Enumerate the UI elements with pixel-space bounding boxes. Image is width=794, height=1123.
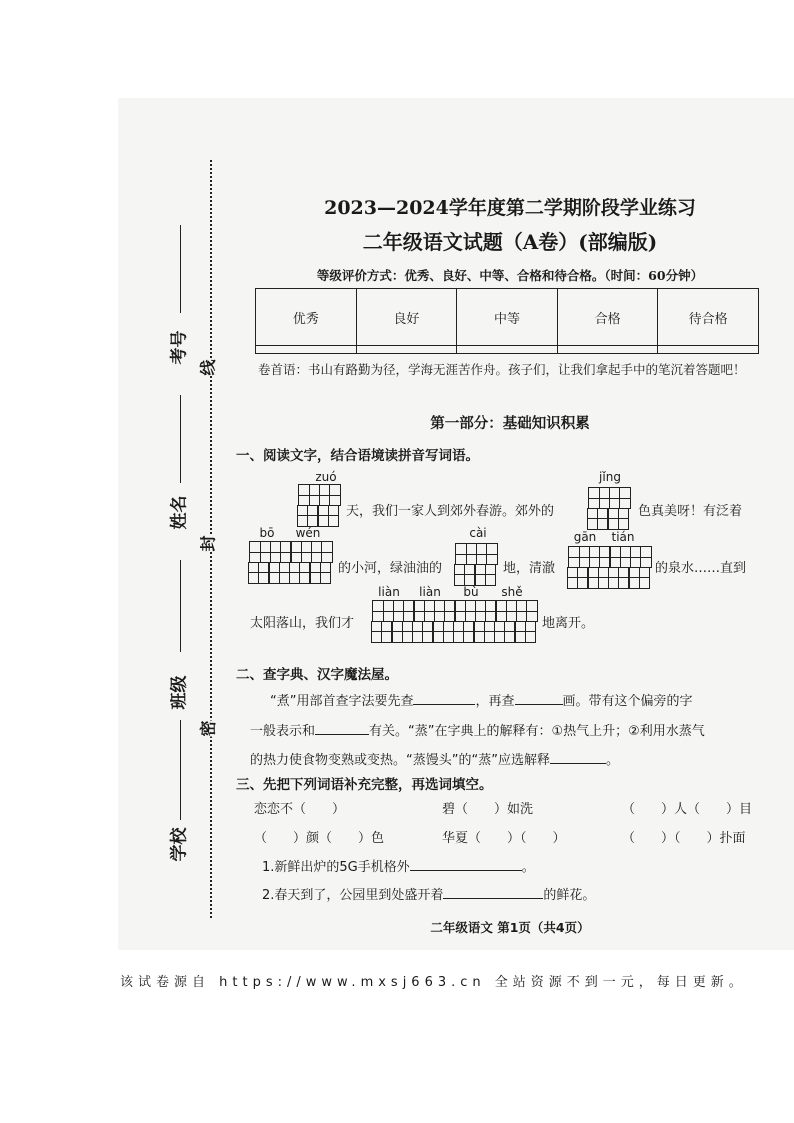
- q3-heading: 三、先把下列词语补充完整，再选词填空。: [236, 777, 493, 793]
- q2-line1-part-a: “煮”用部首查字法要先查: [270, 694, 414, 709]
- exam-no-underline: [180, 225, 181, 313]
- q3-word-3[interactable]: （ ）人（ ）目: [622, 802, 753, 817]
- answer-grid-zuo[interactable]: [298, 484, 341, 527]
- seal-line-mark: 线: [194, 359, 221, 375]
- name-label: 姓名: [169, 495, 190, 530]
- grade-cell: 良好: [356, 289, 457, 346]
- class-label: 班级: [169, 675, 190, 710]
- pinyin-she: shě: [501, 585, 523, 599]
- seal-feng-mark: 封: [194, 535, 221, 551]
- school-label: 学校: [169, 827, 190, 862]
- grade-table: [255, 288, 759, 354]
- q2-line2-part-a: 一般表示和: [250, 724, 316, 739]
- grade-blank-row: [256, 346, 759, 354]
- q3-word-2[interactable]: 碧（ ）如洗: [442, 802, 534, 817]
- grade-header-row: [256, 289, 759, 346]
- q1-text-5: 的泉水……直到: [655, 561, 747, 576]
- answer-grid-cai[interactable]: [455, 543, 498, 586]
- q2-line-3: [250, 749, 619, 768]
- pinyin-tian: tián: [611, 530, 635, 544]
- pinyin-gan: gān: [573, 530, 597, 544]
- answer-blank[interactable]: [550, 751, 606, 764]
- source-note: 该试卷源自 https://www.mxsj663.cn 全站资源不到一元，每日更新。: [120, 975, 747, 990]
- exam-subtitle: 二年级语文试题（A卷）(部编版): [362, 230, 658, 254]
- grade-cell: 中等: [457, 289, 558, 346]
- pinyin-jing: jǐng: [599, 470, 621, 484]
- q3-word-5[interactable]: 华夏（ ）（ ）: [442, 831, 566, 846]
- answer-blank[interactable]: [413, 692, 475, 705]
- answer-grid-bowen[interactable]: [249, 541, 333, 584]
- q3-s2-part-b: 的鲜花。: [543, 888, 596, 903]
- q3-s1-part-a: 1.新鲜出炉的5G手机格外: [262, 860, 410, 875]
- exam-no-label: 考号: [169, 330, 190, 365]
- q2-line-2: [250, 720, 705, 739]
- foreword: 卷首语：书山有路勤为径，学海无涯苦作舟。孩子们，让我们拿起手中的笔沉着答题吧！: [258, 362, 746, 377]
- q1-text-4: 地，清澈: [503, 561, 556, 576]
- q1-text-3: 的小河，绿油油的: [338, 561, 443, 576]
- answer-blank[interactable]: [515, 692, 563, 705]
- name-underline: [180, 395, 181, 483]
- school-underline: [180, 720, 181, 820]
- q3-word-1[interactable]: 恋恋不（ ）: [254, 802, 346, 817]
- q3-sentence-2: [262, 884, 595, 903]
- q3-word-6[interactable]: （ ）（ ）扑面: [622, 831, 746, 846]
- pinyin-bu: bù: [463, 585, 479, 599]
- q2-line3-part-b: 。: [605, 753, 619, 768]
- evaluation-note: 等级评价方式：优秀、良好、中等、合格和待合格。（时间：60分钟）: [316, 268, 704, 283]
- q3-s2-part-a: 2.春天到了，公园里到处盛开着: [262, 888, 444, 903]
- grade-cell: 优秀: [256, 289, 357, 346]
- pinyin-lian-1: liàn: [378, 585, 400, 599]
- q1-text-7: 地离开。: [542, 616, 595, 631]
- pinyin-lian-2: liàn: [419, 585, 441, 599]
- q1-text-1: 天，我们一家人到郊外春游。郊外的: [346, 504, 555, 519]
- pinyin-cai: cài: [469, 526, 487, 540]
- q2-line1-part-c: 画。带有这个偏旁的字: [562, 694, 693, 709]
- answer-blank[interactable]: [315, 722, 369, 735]
- grade-blank-cell[interactable]: [658, 346, 759, 354]
- q2-heading: 二、查字典、汉字魔法屋。: [236, 667, 398, 683]
- grade-cell: 合格: [557, 289, 658, 346]
- grade-blank-cell[interactable]: [356, 346, 457, 354]
- q2-line-1: [270, 690, 693, 709]
- answer-grid-jing[interactable]: [588, 487, 631, 530]
- q1-text-6: 太阳落山，我们才: [250, 616, 355, 631]
- q3-s1-part-b: 。: [521, 860, 535, 875]
- pinyin-zuo: zuó: [315, 470, 337, 484]
- class-underline: [180, 560, 181, 652]
- page-footer: 二年级语文 第1页（共4页）: [430, 920, 590, 935]
- grade-blank-cell[interactable]: [256, 346, 357, 354]
- answer-blank[interactable]: [443, 886, 543, 899]
- answer-grid-gantian[interactable]: [568, 546, 652, 589]
- q1-text-2: 色真美呀！有泛着: [638, 504, 743, 519]
- q1-heading: 一、阅读文字，结合语境读拼音写词语。: [236, 448, 479, 464]
- grade-cell: 待合格: [658, 289, 759, 346]
- answer-blank[interactable]: [410, 858, 522, 871]
- seal-mi-mark: 密: [194, 720, 221, 736]
- answer-grid-lianlianbushe[interactable]: [372, 600, 538, 643]
- grade-blank-cell[interactable]: [557, 346, 658, 354]
- grade-blank-cell[interactable]: [457, 346, 558, 354]
- q3-sentence-1: [262, 856, 535, 875]
- pinyin-wen: wén: [295, 526, 321, 540]
- q2-line1-part-b: ，再查: [475, 694, 515, 709]
- q3-word-4[interactable]: （ ）颜（ ）色: [254, 831, 385, 846]
- exam-title: 2023—2024学年度第二学期阶段学业练习: [324, 197, 696, 219]
- pinyin-bo: bō: [259, 526, 275, 540]
- part1-title: 第一部分：基础知识积累: [430, 416, 590, 432]
- q2-line2-part-b: 有关。“蒸”在字典上的解释有：①热气上升；②利用水蒸气: [369, 724, 705, 739]
- q2-line3-part-a: 的热力使食物变熟或变热。“蒸馒头”的“蒸”应选解释: [250, 753, 550, 768]
